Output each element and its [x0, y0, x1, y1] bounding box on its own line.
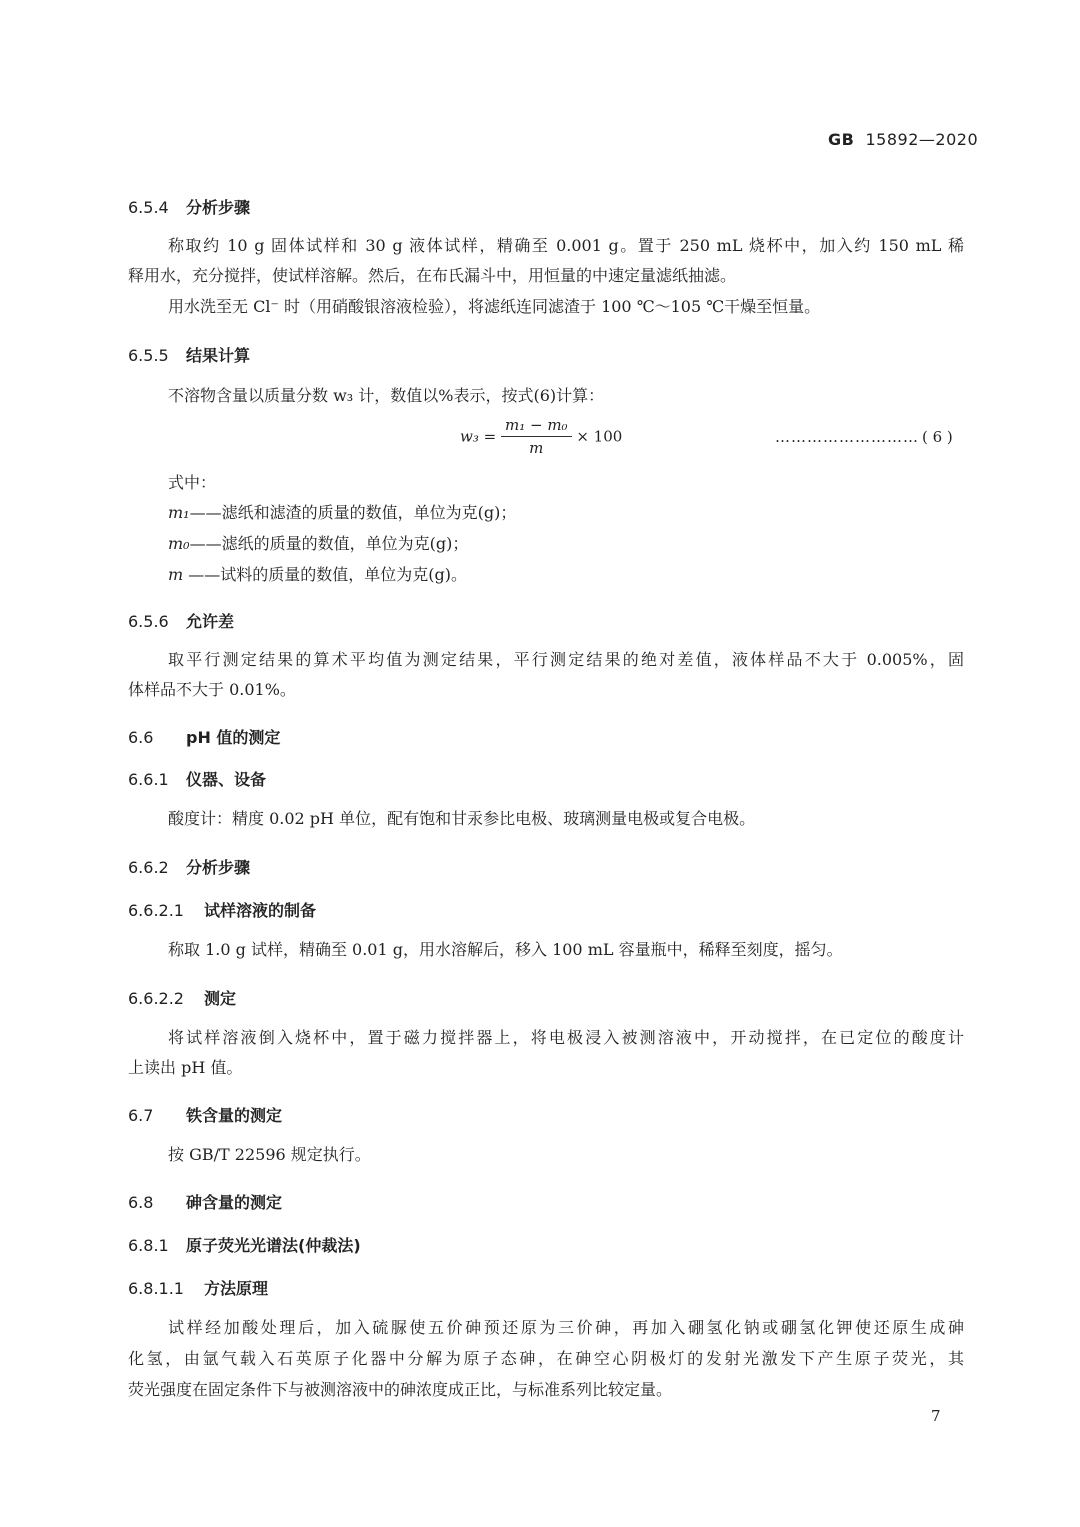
paragraph-line: 上读出 pH 值。	[128, 1058, 243, 1077]
heading-title: 原子荧光光谱法(仲裁法)	[186, 1236, 361, 1255]
paragraph-line: 体样品不大于 0.01%。	[128, 680, 296, 699]
definition-row	[168, 530, 468, 558]
heading-title: 测定	[204, 989, 237, 1008]
heading-number: 6.8.1	[128, 1236, 169, 1255]
paragraph: 按 GB/T 22596 规定执行。	[168, 1145, 371, 1164]
heading-6-8-1-1	[128, 1276, 268, 1299]
definition-row	[168, 561, 467, 589]
paragraph-line: 称取约 10 g 固体试样和 30 g 液体试样，精确至 0.001 g。置于 250 mL 烧杯中，加入约 150 mL 稀	[168, 236, 964, 255]
heading-6-6-2-1	[128, 898, 316, 921]
formula-numerator: m₁ − m₀	[501, 416, 572, 437]
heading-title: 方法原理	[204, 1279, 269, 1298]
document-code	[828, 130, 978, 149]
heading-number: 6.6.2	[128, 858, 169, 877]
heading-6-8-1	[128, 1233, 361, 1256]
heading-number: 6.5.4	[128, 198, 169, 217]
formula-rhs: × 100	[576, 427, 623, 446]
heading-6-6-2	[128, 855, 250, 878]
definition-symbol: m₁	[168, 503, 190, 522]
heading-6-8	[128, 1190, 282, 1213]
paragraph-line: 荧光强度在固定条件下与被测溶液中的砷浓度成正比，与标准系列比较定量。	[128, 1380, 673, 1399]
heading-number: 6.5.5	[128, 346, 169, 365]
definition-row	[168, 499, 516, 527]
definition-symbol: m	[168, 565, 184, 584]
paragraph-line: 将试样溶液倒入烧杯中，置于磁力搅拌器上，将电极浸入被测溶液中，开动搅拌，在已定位的酸度计	[168, 1028, 964, 1047]
heading-title: 允许差	[186, 612, 235, 631]
heading-title: 铁含量的测定	[186, 1106, 283, 1125]
heading-title: 分析步骤	[186, 858, 251, 877]
heading-title: pH 值的测定	[186, 728, 281, 747]
formula-lhs: w₃ =	[460, 427, 497, 446]
document-code-prefix: GB	[828, 130, 855, 149]
heading-number: 6.6.2.1	[128, 901, 184, 920]
definition-text: ——试料的质量的数值，单位为克(g)。	[183, 565, 467, 584]
heading-title: 砷含量的测定	[186, 1193, 283, 1212]
heading-number: 6.6.2.2	[128, 989, 184, 1008]
heading-title: 结果计算	[186, 346, 251, 365]
heading-6-6-1	[128, 767, 266, 790]
paragraph-line: 取平行测定结果的算术平均值为测定结果，平行测定结果的绝对差值，液体样品不大于 0.005%，固	[168, 650, 964, 669]
heading-6-6	[128, 725, 280, 748]
paragraph-line: 试样经加酸处理后，加入硫脲使五价砷预还原为三价砷，再加入硼氢化钠或硼氢化钾使还原生成砷	[168, 1318, 964, 1337]
heading-number: 6.6.1	[128, 770, 169, 789]
heading-number: 6.8	[128, 1193, 154, 1212]
heading-6-7	[128, 1103, 282, 1126]
heading-6-6-2-2	[128, 986, 236, 1009]
paragraph-line: 化氢，由氩气载入石英原子化器中分解为原子态砷，在砷空心阴极灯的发射光激发下产生原子荧光，其	[128, 1349, 964, 1368]
paragraph: 酸度计：精度 0.02 pH 单位，配有饱和甘汞参比电极、玻璃测量电极或复合电极。	[168, 809, 756, 828]
heading-6-5-6	[128, 609, 234, 632]
heading-title: 仪器、设备	[186, 770, 267, 789]
heading-6-5-4	[128, 195, 250, 218]
definition-text: ——滤纸和滤渣的质量的数值，单位为克(g)；	[189, 503, 517, 522]
paragraph-line: 释用水，充分搅拌，使试样溶解。然后，在布氏漏斗中，用恒量的中速定量滤纸抽滤。	[128, 266, 737, 285]
page-number: 7	[931, 1407, 941, 1425]
formula-number: ( 6 )	[922, 428, 953, 446]
paragraph: 不溶物含量以质量分数 w₃ 计，数值以%表示，按式(6)计算：	[168, 386, 605, 405]
paragraph: 称取 1.0 g 试样，精确至 0.01 g，用水溶解后，移入 100 mL 容量瓶中，稀释至刻度，摇匀。	[168, 940, 843, 959]
heading-title: 试样溶液的制备	[204, 901, 317, 920]
formula-6	[460, 416, 622, 457]
document-code-number: 15892—2020	[865, 130, 979, 149]
heading-number: 6.7	[128, 1106, 154, 1125]
formula-fraction	[501, 416, 572, 457]
paragraph: 用水洗至无 Cl⁻ 时（用硝酸银溶液检验），将滤纸连同滤渣于 100 ℃～105 ℃干燥至恒量。	[168, 297, 821, 316]
definition-text: ——滤纸的质量的数值，单位为克(g)；	[189, 534, 469, 553]
heading-number: 6.5.6	[128, 612, 169, 631]
heading-6-5-5	[128, 343, 250, 366]
heading-number: 6.6	[128, 728, 154, 747]
formula-denominator: m	[529, 439, 544, 457]
heading-number: 6.8.1.1	[128, 1279, 184, 1298]
definition-symbol: m₀	[168, 534, 190, 553]
formula-leader-dots: ………………………	[775, 428, 919, 446]
heading-title: 分析步骤	[186, 198, 251, 217]
where-label: 式中：	[168, 473, 217, 492]
